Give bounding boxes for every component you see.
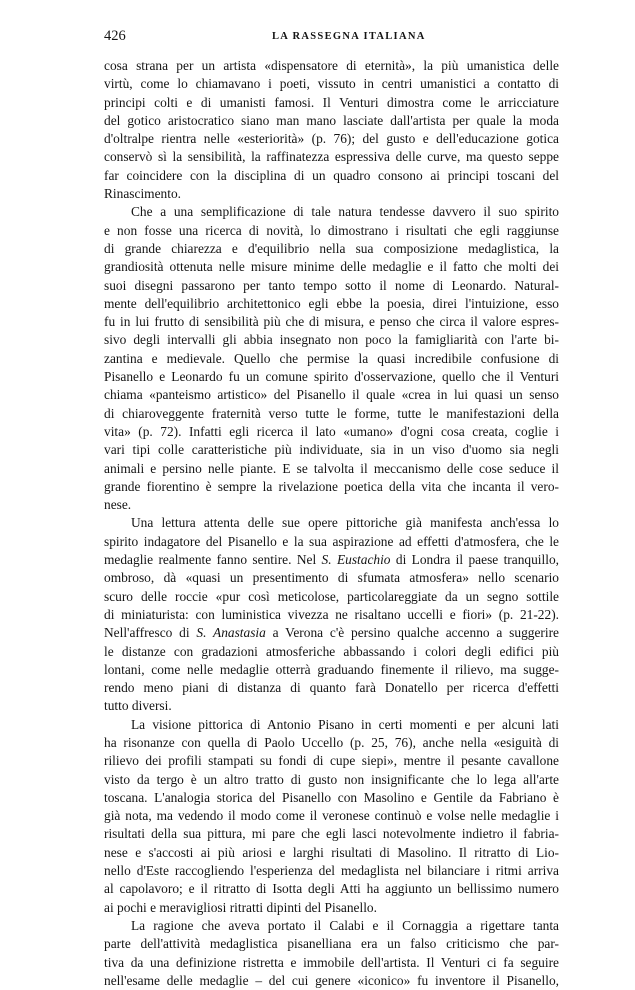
text-line: di miniaturista: con luministica vivezza ne risaltano uccelli e fiori» (p. 21-22). [104,606,559,622]
text-line [104,551,559,569]
text-line: conservò sì la sensibilità, la raffinatezza espressiva delle curve, ma questo seppe [104,149,559,165]
text-line: nell'esame delle medaglie – del cui genere «iconico» fu inventore il Pisanello, [104,972,559,988]
text-line: La ragione che aveva portato il Calabi e il Cornaggia a rigettare tanta [131,917,559,933]
paragraph [104,514,559,715]
text-line: Che a una semplificazione di tale natura tendesse davvero il suo spirito [131,204,559,220]
text-line: già nota, ma vedendo il modo come il veronese continuò e volse nelle medaglie i [104,808,559,824]
text-line: vari tipi colle caratteristiche più individuate, sia in un viso d'uomo sia negli [104,442,559,458]
text-line: nese e s'accosti ai più ariosi e larghi risultati di Masolino. Il ritratto di Lio- [104,844,559,860]
text-line: animali e persino nelle piante. E se talvolta il meccanismo delle cose seduce il [104,460,559,476]
text-line: mente dell'equilibrio architettonico egli ebbe la poesia, direi l'intuizione, esso [104,295,559,311]
text-line: visto da tergo è un altro tratto di gusto non insignificante che lo lega all'arte [104,771,559,787]
text-line: del gotico aristocratico siano man mano lasciate dall'artista per quale la moda [104,112,559,128]
text-line: chiama «panteismo artistico» del Pisanello il quale «crea in lui quasi un senso [104,387,559,403]
text-line: tiva da una definizione ristretta e immobile dell'artista. Il Venturi ci fa seguire [104,954,559,970]
article-body [104,57,559,990]
text-line: scuro delle roccie «pur così meticolose, particolareggiate da un segno sottile [104,588,559,604]
page-number: 426 [104,28,126,44]
text-line: al capolavoro; e il ritratto di Isotta degli Atti ha aggiunto un bellissimo numero [104,881,559,897]
paragraph [104,57,559,203]
text-line: spirito indagatore del Pisanello e la sua aspirazione ad effetti d'atmosfera, che le [104,533,559,549]
text-line: suoi disegni passarono per tanto tempo sotto il nome di Leonardo. Natural- [104,277,559,293]
page-header [104,28,559,48]
text-line: parte dell'attività medaglistica pisanelliana era un falso criticismo che par- [104,936,559,952]
text-line: fu in lui frutto di sensibilità più che di misura, e penso che circa il valore espres- [104,314,559,330]
text-line: d'oltralpe rientra nelle «esteriorità» (p. 76); del gusto e dell'educazione gotica [104,131,559,147]
text-line: La visione pittorica di Antonio Pisano in certi momenti e per alcuni lati [131,716,559,732]
text-line: tutto diversi. [104,698,172,714]
text-line: rendo meno piani di distanza di quanto farà Donatello per ricerca d'effetti [104,680,559,696]
text-run: medaglie realmente fanno sentire. Nel [104,552,322,568]
text-run: Nell'affresco di [104,625,197,641]
artwork-title: S. Anastasia [196,625,266,641]
text-line: Rinascimento. [104,186,181,202]
text-line [104,624,559,642]
text-line: Pisanello e Leonardo fu un comune spirito d'osservazione, quello che il Venturi [104,369,559,385]
paragraph [104,716,559,917]
text-run: a Verona c'è persino qualche accenno a suggerire [265,625,559,641]
text-line: le distanze con gradazioni atmosferiche abbassando i colori degli edifici più [104,643,559,659]
text-line: far coincidere con la disciplina di un quadro consono ai principi toscani del [104,167,559,183]
paragraph [104,917,559,990]
text-line: rilievo dei profili stampati su fondi di cupe siepi», mentre il pesante cavallone [104,753,559,769]
artwork-title: S. Eustachio [321,552,391,568]
text-line: di chiaroveggente fraternità verso tutte le forme, tutte le manifestazioni della [104,405,559,421]
text-line: vita» (p. 72). Infatti egli ricerca il lato «umano» d'ogni cosa creata, coglie i [104,423,559,439]
text-line: e non fosse una ricerca di novità, lo dimostrano i risultati che egli raggiunse [104,222,559,238]
paragraph [104,203,559,514]
text-line: principi colti e di umanisti famosi. Il Venturi dimostra come le arricciature [104,94,559,110]
text-line: Una lettura attenta delle sue opere pittoriche già manifesta anch'essa lo [131,515,559,531]
text-line: ha risonanze con quella di Paolo Uccello (p. 25, 76), anche nella «esiguità di [104,734,559,750]
text-line: grandiosità ottenuta nelle misure minime delle medaglie e il fatto che molti dei [104,259,559,275]
text-line: risultati della sua pittura, mi pare che egli lasci notevolmente indietro il fabria- [104,826,559,842]
text-line: sivo degli intervalli gli abbia insegnato non poco la famigliarità con l'arte bi- [104,332,559,348]
text-line: toscana. L'analogia storica del Pisanello con Masolino e Gentile da Fabriano è [104,789,559,805]
text-line: grande fiorentino è sempre la rivelazione poetica della vita che incanta il vero- [104,478,559,494]
text-run: di Londra il paese tranquillo, [390,552,559,568]
text-line: zantina e medievale. Quello che permise la quasi incredibile confusione di [104,350,559,366]
text-line: ombroso, dà «quasi un presentimento di sfumata atmosfera» nello scenario [104,570,559,586]
text-line: nello d'Este raccogliendo l'esperienza del medaglista nel bilanciare i ritmi arriva [104,863,559,879]
text-line: di grande chiarezza e d'equilibrio nella sua composizione medaglistica, la [104,240,559,256]
text-line: lontani, come nelle medaglie otterrà graduando finemente il rilievo, ma sugge- [104,661,559,677]
text-line: cosa strana per un artista «dispensatore di eternità», la più umanistica delle [104,58,559,73]
text-line: ai pochi e meravigliosi ritratti dipinti del Pisanello. [104,899,377,915]
text-line: nese. [104,497,132,513]
text-line: virtù, come lo chiamavano i poeti, vissuto in centri umanistici a contatto di [104,76,559,92]
running-head: LA RASSEGNA ITALIANA [272,31,426,42]
